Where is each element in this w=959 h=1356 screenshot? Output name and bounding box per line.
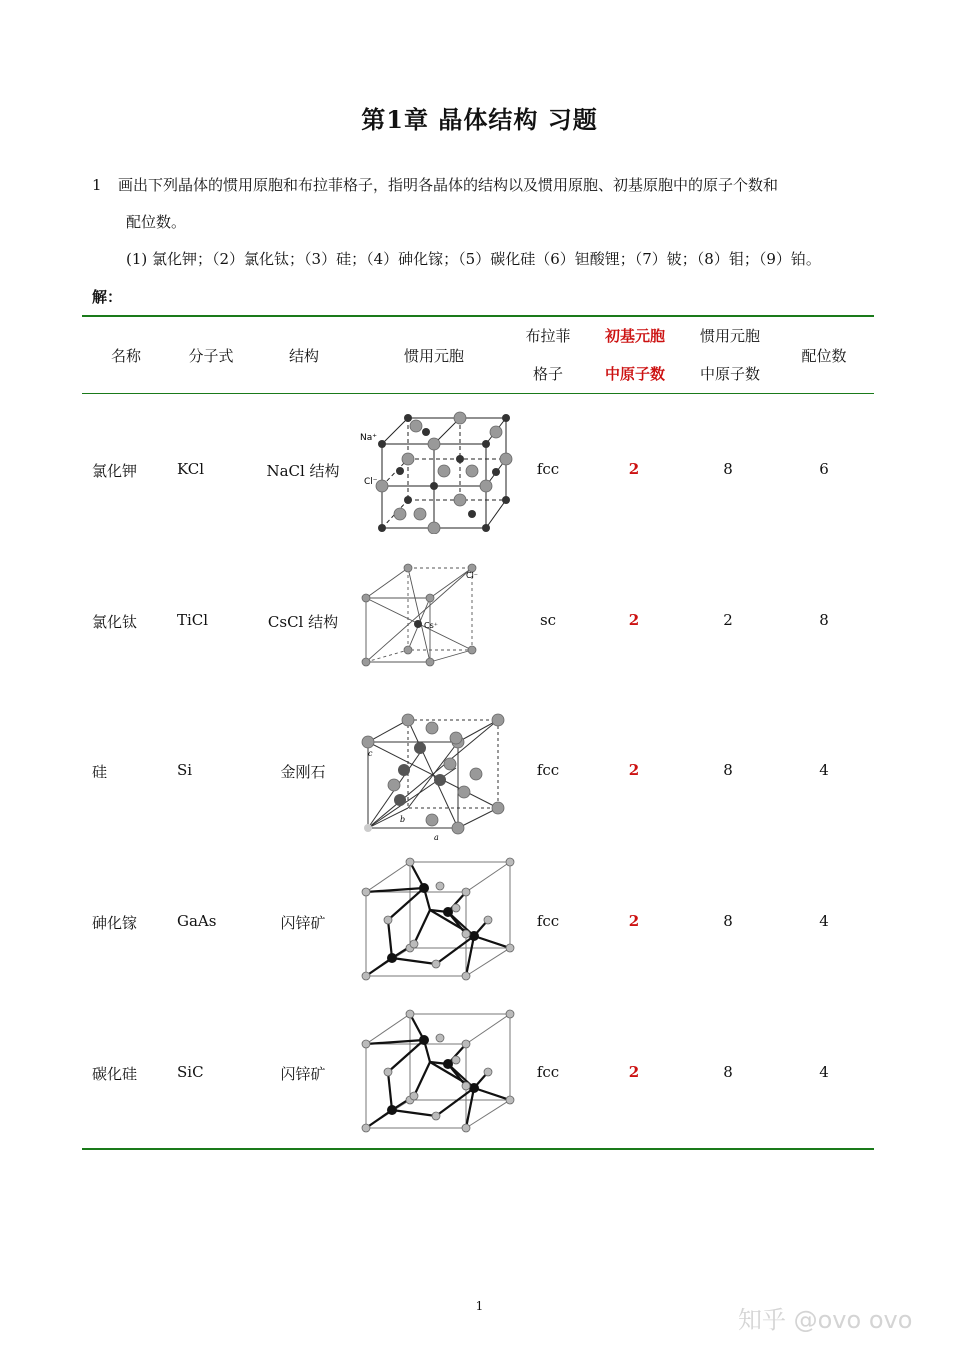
header-primitive-line2: 中原子数 — [604, 365, 665, 383]
cell-bravais: fcc — [536, 1063, 560, 1081]
cell-name: 硅 — [92, 763, 108, 781]
watermark: 知乎 @ovo ovo — [738, 1306, 913, 1334]
answer-label: 解： — [92, 288, 123, 306]
cell-bravais: fcc — [536, 460, 560, 478]
cell-structure: 闪锌矿 — [280, 914, 326, 932]
cell-conventional: 8 — [723, 460, 733, 478]
header-conv-line2: 中原子数 — [699, 365, 760, 383]
cell-coordination: 8 — [819, 611, 829, 629]
cell-name: 氯化钛 — [92, 613, 138, 631]
cell-primitive: 2 — [628, 1063, 640, 1081]
header-bravais-line1: 布拉菲 — [525, 327, 571, 345]
header-name: 名称 — [110, 347, 141, 365]
cell-formula: TiCl — [177, 611, 209, 629]
cell-structure: 金刚石 — [280, 763, 326, 781]
cell-name: 氯化钾 — [92, 462, 138, 480]
cscl-cell-diagram — [356, 560, 486, 686]
page-number: 1 — [475, 1299, 484, 1313]
cell-name: 砷化镓 — [92, 914, 138, 932]
cell-primitive: 2 — [628, 912, 640, 930]
header-conv-line1: 惯用元胞 — [699, 327, 760, 345]
cell-formula: SiC — [177, 1063, 204, 1081]
label-cl: Cl⁻ — [466, 571, 479, 580]
zincblende-cell-diagram — [356, 852, 520, 986]
cell-formula: KCl — [177, 460, 205, 478]
cell-coordination: 4 — [819, 1063, 829, 1081]
header-coordination: 配位数 — [801, 347, 847, 365]
cell-structure: NaCl 结构 — [266, 462, 340, 480]
cell-primitive: 2 — [628, 611, 640, 629]
axis-label-a: a — [434, 833, 439, 842]
header-primitive-atoms — [594, 317, 676, 393]
cell-formula: GaAs — [177, 912, 217, 930]
table-header-rule — [82, 393, 874, 394]
cell-bravais: fcc — [536, 761, 560, 779]
axis-label-b: b — [400, 815, 406, 824]
question-number: 1 — [92, 176, 102, 194]
cell-bravais: sc — [539, 611, 557, 629]
header-structure: 结构 — [288, 347, 319, 365]
cell-primitive: 2 — [628, 761, 640, 779]
header-conventional-cell: 惯用元胞 — [403, 347, 464, 365]
page-title: 第1章 晶体结构 习题 — [361, 105, 598, 134]
label-na: Na⁺ — [360, 433, 377, 443]
zincblende-cell-diagram — [356, 1004, 520, 1138]
cell-conventional: 8 — [723, 912, 733, 930]
question-line-2: 配位数。 — [126, 213, 187, 231]
header-formula: 分子式 — [188, 347, 234, 365]
header-primitive-line1: 初基元胞 — [604, 327, 665, 345]
question-text: 画出下列晶体的惯用原胞和布拉菲格子，指明各晶体的结构以及惯用原胞、初基原胞中的原子个数和 — [118, 176, 779, 194]
cell-coordination: 4 — [819, 761, 829, 779]
cell-primitive: 2 — [628, 460, 640, 478]
label-cs: Cs⁺ — [424, 621, 438, 630]
cell-name: 碳化硅 — [92, 1065, 138, 1083]
label-cl: Cl⁻ — [364, 477, 378, 487]
header-bravais — [510, 317, 586, 393]
cell-conventional: 2 — [723, 611, 733, 629]
diamond-cell-diagram — [356, 710, 508, 844]
cell-formula: Si — [177, 761, 193, 779]
cell-conventional: 8 — [723, 1063, 733, 1081]
cell-coordination: 4 — [819, 912, 829, 930]
header-bravais-line2: 格子 — [532, 365, 563, 383]
cell-structure: CsCl 结构 — [267, 613, 339, 631]
header-conventional-atoms — [690, 317, 770, 393]
nacl-cell-diagram — [356, 404, 516, 534]
axis-label-c: c — [368, 749, 373, 758]
cell-coordination: 6 — [819, 460, 829, 478]
table-bottom-rule — [82, 1148, 874, 1150]
question-item-list: (1) 氯化钾；（2）氯化钛；（3）硅；（4）砷化镓；（5）碳化硅（6）钽酸锂；（7）铍；（8）钼；（9）铂。 — [126, 250, 821, 268]
cell-structure: 闪锌矿 — [280, 1065, 326, 1083]
cell-conventional: 8 — [723, 761, 733, 779]
question-line-1 — [92, 174, 778, 195]
cell-bravais: fcc — [536, 912, 560, 930]
